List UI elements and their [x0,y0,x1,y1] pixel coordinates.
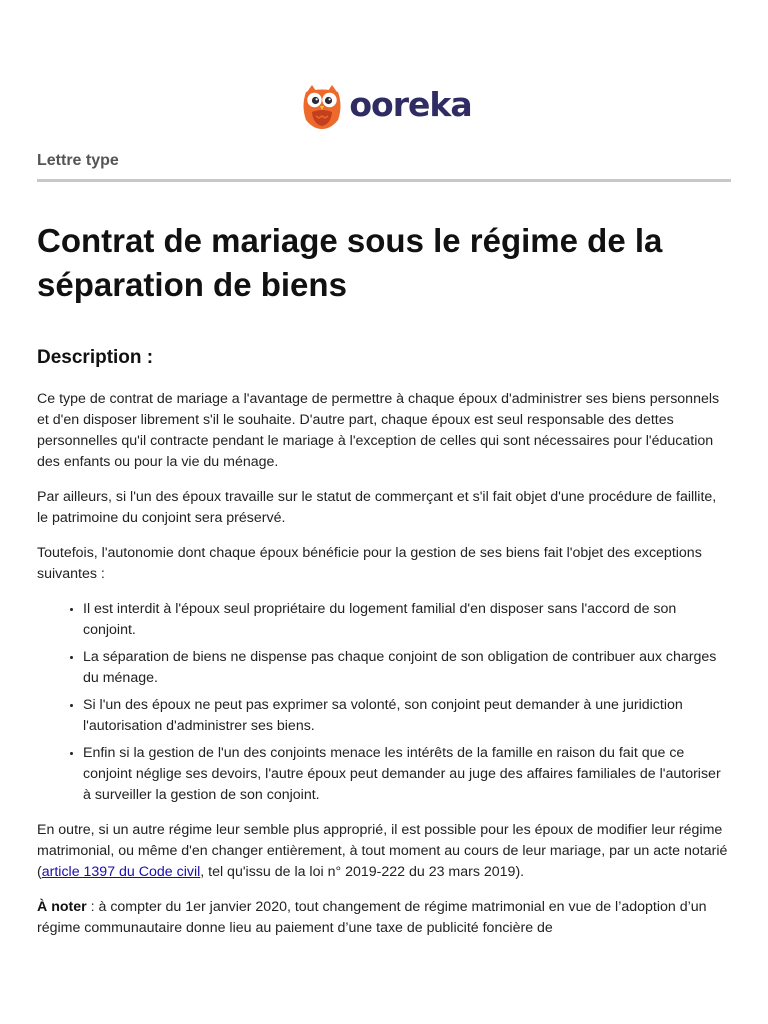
exceptions-list [37,599,731,806]
paragraph-text-after-link: , tel qu'issu de la loi n° 2019-222 du 23 mars 2019). [200,864,525,880]
paragraph-faillite: Par ailleurs, si l'un des époux travaille sur le statut de commerçant et s'il fait objet d'une procédure de faillite, le patrimoine du conjoint sera préservé. [37,489,717,526]
document-title: Contrat de mariage sous le régime de la séparation de biens [37,222,663,303]
paragraph-text-before-link: En outre, si un autre régime leur semble plus approprié, il est possible pour les époux de modifier leur régime matrimonial, ou même d'en changer entièrement, à tout moment au cours de leur mariage, par un acte notarié ( [37,822,728,880]
document-type-label: Lettre type [37,152,119,169]
logo-group [298,82,471,130]
list-item: • Enfin si la gestion de l'un des conjoints menace les intérêts de la famille en raison du fait que ce conjoint néglige ses devoirs, l'autre époux peut demander au juge des affaires familiales de l'autoriser à surveiller la gestion de son conjoint. [83,743,731,806]
owl-icon [298,82,346,130]
section-heading-description: Description : [37,347,154,368]
list-item: • Il est interdit à l'époux seul propriétaire du logement familial d'en disposer sans l'accord de son conjoint. [83,599,731,641]
document-body [37,389,731,953]
list-item: • La séparation de biens ne dispense pas chaque conjoint de son obligation de contribuer aux charges du ménage. [83,647,731,689]
list-item: • Si l'un des époux ne peut pas exprimer sa volonté, son conjoint peut demander à une juridiction l'autorisation d'administrer ses biens. [83,695,731,737]
code-civil-article-link[interactable]: article 1397 du Code civil [41,864,201,880]
paragraph-intro: Ce type de contrat de mariage a l'avantage de permettre à chaque époux d'administrer ses biens personnels et d'en disposer librement s'il le souhaite. D'autre part, chaque époux est seul responsable des dettes personnelles qu'il contracte pendant le mariage à l'exception de celles qui sont nécessaires pour l'éducation des enfants ou pour la vie du ménage. [37,391,720,470]
paragraph-exceptions-intro: Toutefois, l'autonomie dont chaque époux bénéficie pour la gestion de ses biens fait l'objet des exceptions suivantes : [37,545,702,582]
brand-wordmark: ooreka [349,84,472,124]
note-label: À noter [37,899,87,915]
note-text: : à compter du 1er janvier 2020, tout changement de régime matrimonial en vue de l’adoption d’un régime communautaire donne lieu au paiement d’une taxe de publicité foncière de [37,899,707,936]
paragraph-note [37,897,731,939]
paragraph-changement-regime [37,820,731,883]
site-logo[interactable] [0,80,768,132]
header-divider [37,179,731,182]
